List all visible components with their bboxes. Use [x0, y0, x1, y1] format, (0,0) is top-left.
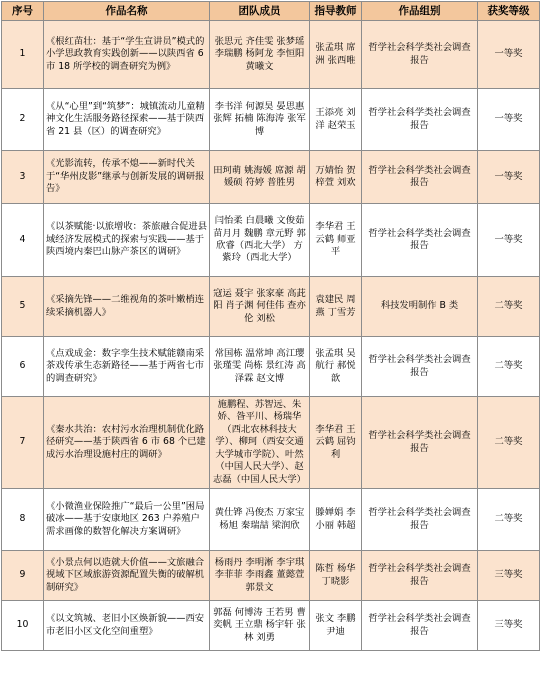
- row-award: 一等奖: [478, 151, 540, 204]
- row-advisors: 李华君 王云鹤 师亚平: [310, 204, 362, 277]
- row-advisors: 万婧怡 贺梓萱 刘欢: [310, 151, 362, 204]
- table-row: [2, 601, 540, 651]
- row-title: 《根红苗壮：基于“学生宣讲员”模式的小学思政教育实践创新——以陕西省 6 市 18 所学校的调查研究为例》: [44, 21, 210, 89]
- row-title: 《点戏成金：数字孪生技术赋能赣南采茶戏传承生态新路径——基于两省七市的调查研究》: [44, 337, 210, 397]
- header-award: 获奖等级: [478, 2, 540, 21]
- row-group: 哲学社会科学类社会调查报告: [362, 89, 478, 151]
- row-advisors: 张孟琪 吴航行 郝悦歆: [310, 337, 362, 397]
- row-group: 科技发明制作 B 类: [362, 277, 478, 337]
- row-index: 7: [2, 397, 44, 489]
- row-award: 一等奖: [478, 204, 540, 277]
- row-title: 《秦水共治：农村污水治理机制优化路径研究——基于陕西省 6 市 68 个已建成污水治理设施村庄的调研》: [44, 397, 210, 489]
- row-index: 6: [2, 337, 44, 397]
- row-award: 二等奖: [478, 337, 540, 397]
- row-title: 《小景点何以造就大价值——文旅融合视域下区域旅游资源配置失衡的破解机制研究》: [44, 551, 210, 601]
- row-advisors: 王添亮 刘洋 赵荣玉: [310, 89, 362, 151]
- row-members: 闫怡柔 白晨曦 文俊茹 苗月月 魏鹏 章元野 郭欣睿（西北大学） 方紫玲（西北大学）: [210, 204, 310, 277]
- row-award: 二等奖: [478, 397, 540, 489]
- row-index: 3: [2, 151, 44, 204]
- table-row: [2, 397, 540, 489]
- row-award: 二等奖: [478, 489, 540, 551]
- row-group: 哲学社会科学类社会调查报告: [362, 204, 478, 277]
- row-title: 《以文筑城、老旧小区焕新貌——西安市老旧小区文化空间重塑》: [44, 601, 210, 651]
- table-row: [2, 89, 540, 151]
- row-advisors: 张文 李鹏 尹迪: [310, 601, 362, 651]
- row-members: 常国栋 温常坤 高江璎 张瑾雯 尚栋 景红涛 高泽霖 赵文博: [210, 337, 310, 397]
- row-members: 杨雨丹 李明淅 李宇琪 李菲菲 李雨鑫 董懿萱 郭景文: [210, 551, 310, 601]
- header-group: 作品组别: [362, 2, 478, 21]
- row-index: 9: [2, 551, 44, 601]
- row-members: 张思元 齐佳雯 张梦瑶 李瑞鹏 杨阿龙 李恒阳 黄曦文: [210, 21, 310, 89]
- row-index: 5: [2, 277, 44, 337]
- row-title: 《从“心里”到“筑梦”：城镇流动儿童精神文化生活服务路径探索——基于陕西省 21 县（区）的调查研究》: [44, 89, 210, 151]
- header-advisors: 指导教师: [310, 2, 362, 21]
- row-members: 施鹏程、苏智远、朱娇、昝平川、杨瑞华（西北农林科技大学）、柳珂（西安交通大学城市学院）、叶然（中国人民大学）、赵志磊（中国人民大学）: [210, 397, 310, 489]
- row-group: 哲学社会科学类社会调查报告: [362, 21, 478, 89]
- row-group: 哲学社会科学类社会调查报告: [362, 337, 478, 397]
- row-award: 一等奖: [478, 21, 540, 89]
- row-index: 10: [2, 601, 44, 651]
- header-index: 序号: [2, 2, 44, 21]
- row-index: 1: [2, 21, 44, 89]
- table-row: [2, 489, 540, 551]
- row-index: 4: [2, 204, 44, 277]
- row-title: 《光影流转，传承不熄——新时代关于“华州皮影”继承与创新发展的调研报告》: [44, 151, 210, 204]
- row-group: 哲学社会科学类社会调查报告: [362, 397, 478, 489]
- row-award: 二等奖: [478, 277, 540, 337]
- row-award: 三等奖: [478, 601, 540, 651]
- row-index: 8: [2, 489, 44, 551]
- table-row: [2, 151, 540, 204]
- table-row: [2, 277, 540, 337]
- row-title: 《小微渔业保险推广“最后一公里”困局破冰——基于安康地区 263 户养殖户需求画像的数智化解决方案调研》: [44, 489, 210, 551]
- row-group: 哲学社会科学类社会调查报告: [362, 151, 478, 204]
- table-row: [2, 204, 540, 277]
- row-group: 哲学社会科学类社会调查报告: [362, 551, 478, 601]
- row-award: 三等奖: [478, 551, 540, 601]
- awards-table: [1, 1, 540, 651]
- table-row: [2, 551, 540, 601]
- row-title: 《以茶赋能·以旅增收：茶旅融合促进县域经济发展模式的探索与实践——基于陕西境内秦巴山脉产茶区的调研》: [44, 204, 210, 277]
- row-advisors: 滕婵娟 李小丽 韩超: [310, 489, 362, 551]
- row-advisors: 李华君 王云鹤 屈钧利: [310, 397, 362, 489]
- row-advisors: 袁建民 周燕 丁雪芳: [310, 277, 362, 337]
- header-row: [2, 2, 540, 21]
- row-group: 哲学社会科学类社会调查报告: [362, 601, 478, 651]
- row-members: 田珂萌 姚海媛 席源 胡媛硕 符婷 普胜男: [210, 151, 310, 204]
- row-advisors: 陈哲 杨华 丁晓影: [310, 551, 362, 601]
- row-title: 《采摘先锋——二维视角的茶叶嫩梢连续采摘机器人》: [44, 277, 210, 337]
- row-members: 郭磊 何博涛 王若男 曹奕帆 王立鼎 杨宇轩 张林 刘勇: [210, 601, 310, 651]
- table-row: [2, 337, 540, 397]
- header-members: 团队成员: [210, 2, 310, 21]
- row-members: 李书洋 何源昊 晏思惠张辉 拓楠 陈海涛 张军博: [210, 89, 310, 151]
- row-index: 2: [2, 89, 44, 151]
- row-members: 寇运 聂宇 张家豪 高茈阳 肖子渊 何佳伟 查亦伦 刘松: [210, 277, 310, 337]
- row-members: 黄仕铧 冯俊杰 万家宝 杨旭 秦瑞喆 梁润欣: [210, 489, 310, 551]
- row-group: 哲学社会科学类社会调查报告: [362, 489, 478, 551]
- header-title: 作品名称: [44, 2, 210, 21]
- row-award: 一等奖: [478, 89, 540, 151]
- table-row: [2, 21, 540, 89]
- row-advisors: 张孟琪 席洲 张西唯: [310, 21, 362, 89]
